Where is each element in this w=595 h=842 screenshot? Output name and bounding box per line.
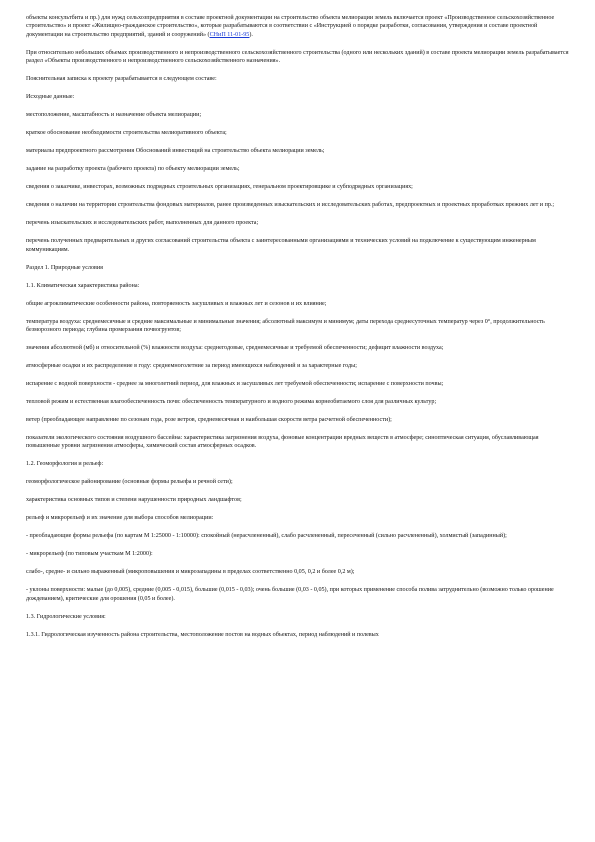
paragraph: При относительно небольших объемах производственного и непроизводственного сельскохозяйственного строительства (одного или нескольких зданий) в составе проекта мелиорации земель разрабатывается раздел «Объекты производственного и непроизводственного сельскохозяйственного назначения».: [26, 49, 569, 65]
paragraph: 1.3.1. Гидрологическая изученность района строительства, местоположение постов на водных объектах, период наблюдений и полевых: [26, 631, 379, 638]
paragraph: Исходные данные:: [26, 94, 75, 101]
paragraph: геоморфологическое районирование (основные формы рельефа и речной сети);: [26, 479, 233, 486]
document-page: [26, 14, 572, 649]
paragraph: температура воздуха: среднемесячные и средние максимальные и минимальные значения; абсолютный максимум и минимум; даты перехода среднесуточных температур через 0°, продолжительность безморозного периода; глубина промерзания почвогрунтов;: [26, 318, 545, 334]
paragraph: рельеф и микрорельеф и их значение для выбора способов мелиорации:: [26, 515, 214, 522]
paragraph-text: ).: [249, 31, 253, 38]
paragraph: показатели экологического состояния воздушного бассейна: характеристика загрязнения воздуха, фоновые концентрации вредных веществ в атмосфере; синоптическая ситуация, обуславливающая повышенные уровни загрязнения атмосферы, химический состав атмосферных осадков.: [26, 435, 539, 450]
subsection-heading: 1.2. Геоморфология и рельеф:: [26, 461, 104, 468]
paragraph: - преобладающие формы рельефа (по картам М 1:25000 - 1:10000): спокойный (нерасчлененный), слабо расчлененный, пересеченный (сильно расчлененный), холмистый (западинный);: [26, 533, 507, 540]
paragraph: слабо-, средне- и сильно выраженный (микроповышения и микрозападины в пределах соответственно 0,05, 0,2 и более 0,2 м);: [26, 569, 355, 576]
paragraph: Пояснительная записка к проекту разрабатывается в следующем составе:: [26, 76, 217, 83]
paragraph: тепловой режим и естественная влагообеспеченность почв: обеспеченность температурного и водного режима корнеобитаемого слоя для различных культур;: [26, 399, 437, 406]
paragraph: - уклоны поверхности: малые (до 0,005), средние (0,005 - 0,015), большие (0,015 - 0,03); очень большие (0,03 - 0,05), при которых применение способа полива затруднительно (возможно только орошение дождеванием), критические для орошения (0,05 и более).: [26, 587, 554, 602]
paragraph: общие агроклиматические особенности района, повторяемость засушливых и влажных лет и сезонов и их влияние;: [26, 300, 327, 307]
paragraph: ветер (преобладающее направление по сезонам года, розе ветров, среднемесячная и наибольшая скорости ветра расчетной обеспеченности);: [26, 417, 392, 424]
paragraph: задание на разработку проекта (рабочего проекта) по объекту мелиорации земель;: [26, 166, 240, 173]
paragraph: перечень полученных предварительных и других согласований строительства объекта с заинтересованными организациями и технических условий на подключение к существующим инженерным коммуникациям.: [26, 238, 536, 253]
paragraph: сведения о заказчике, инвесторах, возможных подрядных строительных организациях, генеральном проектировщике и субподрядных организациях;: [26, 184, 413, 191]
paragraph: перечень изыскательских и исследовательских работ, выполненных для данного проекта;: [26, 220, 259, 227]
paragraph-text: объекты консультбита и пр.) для нужд сельхозпредприятия в составе проектной документации на строительство объекта мелиорации земель включается проект «Производственное сельскохозяйственное строительство» и проект «Жилищно-гражданское строительство», которые разрабатываются в соответствии с «Инструкцией о порядке разработки, согласования, утверждения и составе проектной документации на строительство предприятий, зданий и сооружений» (: [26, 15, 555, 38]
paragraph: материалы предпроектного рассмотрения Обоснований инвестиций на строительство объекта мелиорации земель;: [26, 148, 325, 155]
snip-link[interactable]: СНиП 11-01-95: [209, 31, 250, 38]
subsection-heading: 1.3. Гидрологические условия:: [26, 613, 106, 620]
paragraph: характеристика основных типов и степени нарушенности природных ландшафтов;: [26, 497, 242, 504]
section-heading: Раздел 1. Природные условия: [26, 264, 103, 271]
paragraph-snip-reference: [26, 14, 572, 39]
subsection-heading: 1.1. Климатическая характеристика района:: [26, 282, 140, 289]
paragraph: краткое обоснование необходимости строительства мелиоративного объекта;: [26, 130, 227, 137]
paragraph: сведения о наличии на территории строительства фондовых материалов, ранее произведенных изыскательских и исследовательских работах, предпроектных и проектных проработках прежних лет и пр.;: [26, 202, 555, 209]
paragraph: испарение с водной поверхности - среднее за многолетний период, для влажных и засушливых лет требуемой обеспеченности; испарение с поверхности почвы;: [26, 381, 444, 388]
paragraph: - микрорельеф (по типовым участкам М 1:2000):: [26, 551, 153, 558]
paragraph: значения абсолютной (мб) и относительной (%) влажности воздуха: среднегодовые, среднемесячные и требуемой обеспеченности; дефицит влажности воздуха;: [26, 345, 444, 352]
paragraph: атмосферные осадки и их распределение в году: среднемноголетние за период имеющихся наблюдений и за характерные годы;: [26, 363, 357, 370]
paragraph: местоположение, масштабность и назначение объекта мелиорации;: [26, 112, 202, 119]
